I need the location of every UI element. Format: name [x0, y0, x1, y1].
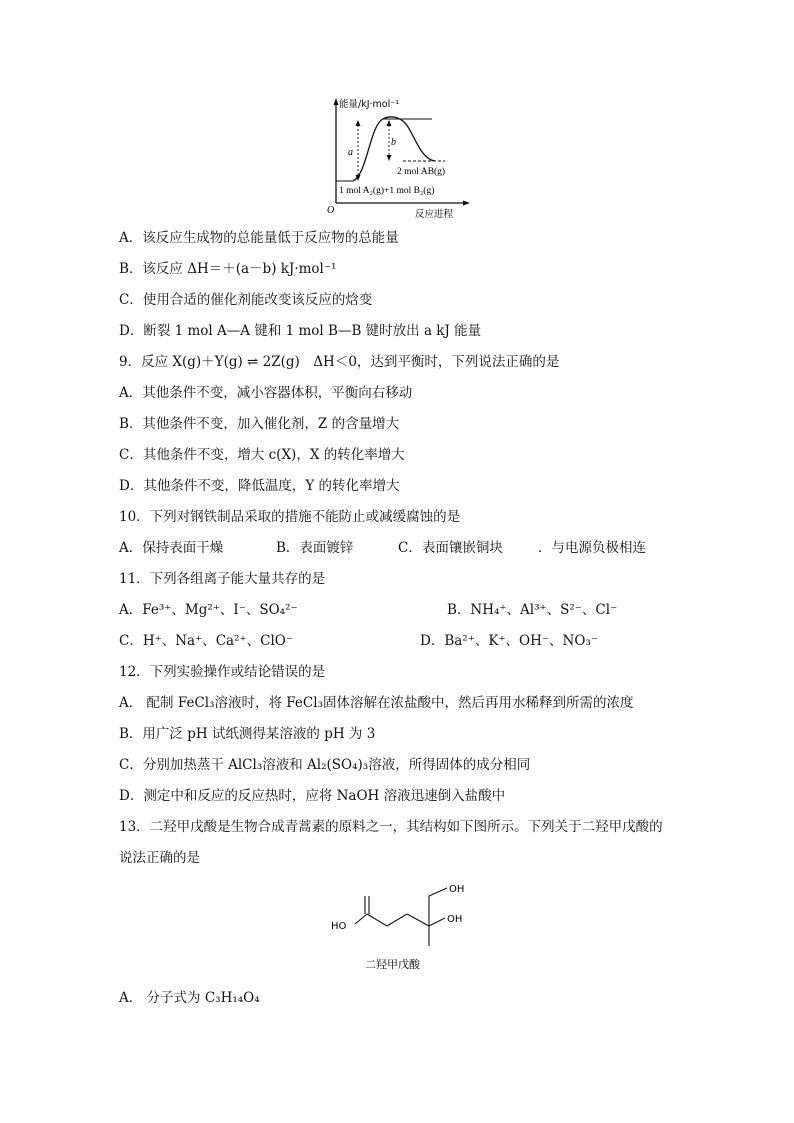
- origin-label: O: [327, 205, 335, 216]
- q12-option-a: A． 配制 FeCl₃溶液时，将 FeCl₃固体溶解在浓盐酸中，然后再用水稀释到所需的浓度: [119, 695, 634, 711]
- label-a: a: [348, 147, 353, 158]
- q11-stem: 11．下列各组离子能大量共存的是: [119, 571, 326, 587]
- q9-stem: 9．反应 X(g)＋Y(g) ⇌ 2Z(g) ΔH＜0，达到平衡时，下列说法正确的是: [119, 354, 560, 370]
- q9-option-d: D．其他条件不变，降低温度，Y 的转化率增大: [119, 478, 400, 494]
- q10-option-d: ．与电源负极相连: [538, 540, 646, 556]
- ho-label: HO: [331, 921, 347, 932]
- oh-mid-label: OH: [447, 914, 463, 925]
- q13-option-a: A． 分子式为 C₃H₁₄O₄: [119, 990, 260, 1006]
- q12-stem: 12．下列实验操作或结论错误的是: [119, 664, 326, 680]
- q10-option-a: A．保持表面干燥: [119, 540, 224, 556]
- q10-stem: 10．下列对钢铁制品采取的措施不能防止或减缓腐蚀的是: [119, 509, 461, 525]
- figure-caption: 二羟甲戊酸: [365, 958, 420, 971]
- q10-option-b: B．表面镀锌: [276, 540, 354, 556]
- q12-option-d: D．测定中和反应的反应热时，应将 NaOH 溶液迅速倒入盐酸中: [119, 788, 506, 804]
- q10-option-c: C．表面镶嵌铜块: [398, 540, 503, 556]
- oh-top-label: OH: [449, 884, 465, 895]
- q9-option-b: B．其他条件不变，加入催化剂，Z 的含量增大: [119, 416, 400, 432]
- q12-option-b: B．用广泛 pH 试纸测得某溶液的 pH 为 3: [119, 726, 376, 742]
- q9-option-c: C．其他条件不变，增大 c(X)，X 的转化率增大: [119, 447, 405, 463]
- q13-stem-line1: 13．二羟甲戊酸是生物合成青蒿素的原料之一，其结构如下图所示。下列关于二羟甲戊酸的: [119, 819, 663, 835]
- y-axis-label: 能量/kJ·mol⁻¹: [339, 99, 400, 110]
- molecule-structure: [325, 880, 475, 975]
- q8-option-d: D．断裂 1 mol A—A 键和 1 mol B—B 键时放出 a kJ 能量: [119, 323, 482, 339]
- x-axis-label: 反应进程: [415, 209, 454, 220]
- reactant-label: 1 mol A₂(g)+1 mol B₂(g): [339, 186, 435, 196]
- product-label: 2 mol AB(g): [397, 167, 446, 177]
- q11-option-a: A．Fe³⁺、Mg²⁺、I⁻、SO₄²⁻: [119, 602, 298, 618]
- q11-option-b: B．NH₄⁺、Al³⁺、S²⁻、Cl⁻: [447, 602, 618, 618]
- q8-option-c: C．使用合适的催化剂能改变该反应的焓变: [119, 292, 373, 308]
- q13-stem-line2: 说法正确的是: [119, 850, 200, 866]
- q8-option-b: B．该反应 ΔH＝＋(a－b) kJ·mol⁻¹: [119, 261, 337, 277]
- q11-option-c: C．H⁺、Na⁺、Ca²⁺、ClO⁻: [119, 633, 293, 649]
- q8-option-a: A．该反应生成物的总能量低于反应物的总能量: [119, 230, 399, 246]
- q12-option-c: C．分别加热蒸干 AlCl₃溶液和 Al₂(SO₄)₃溶液，所得固体的成分相同: [119, 757, 531, 773]
- q11-option-d: D．Ba²⁺、K⁺、OH⁻、NO₃⁻: [420, 633, 598, 649]
- q9-option-a: A．其他条件不变，减小容器体积，平衡向右移动: [119, 385, 413, 401]
- energy-diagram: [315, 95, 475, 223]
- label-b: b: [391, 137, 396, 148]
